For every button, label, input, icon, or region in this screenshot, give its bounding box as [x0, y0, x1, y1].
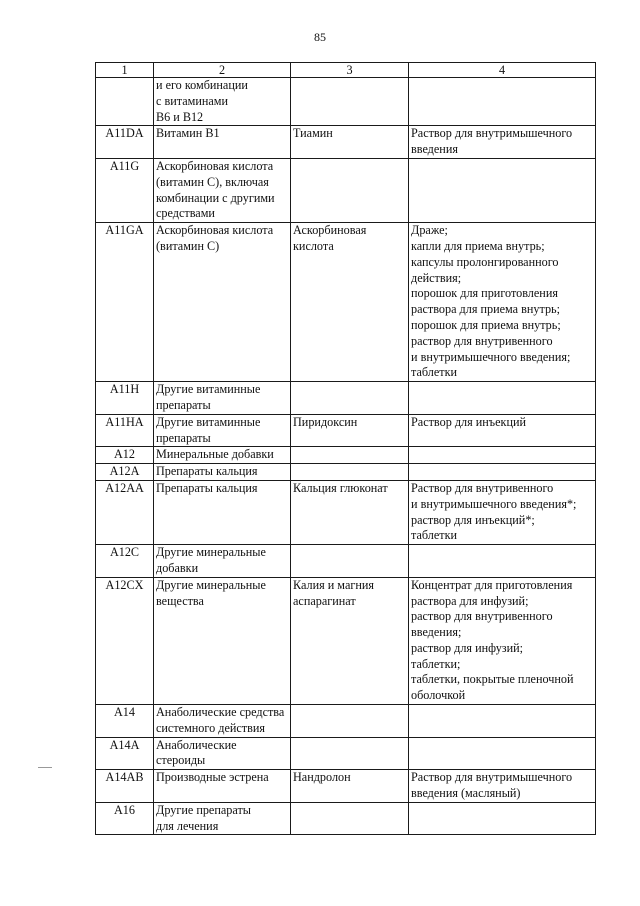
cell-group-name: Препараты кальция [154, 464, 291, 481]
cell-group-name: Другие минеральные добавки [154, 545, 291, 578]
cell-substance: Кальция глюконат [291, 480, 409, 544]
cell-dosage-forms [409, 737, 596, 770]
margin-mark [38, 767, 52, 768]
cell-dosage-forms [409, 464, 596, 481]
cell-dosage-forms [409, 802, 596, 835]
cell-dosage-forms: Раствор для внутривенного и внутримышечного введения*; раствор для инъекций*; таблетки [409, 480, 596, 544]
table-row [96, 770, 596, 803]
table-row [96, 737, 596, 770]
cell-substance [291, 382, 409, 415]
cell-atc-code: A14A [96, 737, 154, 770]
cell-dosage-forms: Раствор для инъекций [409, 414, 596, 447]
cell-group-name: Другие препараты для лечения [154, 802, 291, 835]
cell-atc-code: A11DA [96, 126, 154, 159]
cell-dosage-forms: Драже; капли для приема внутрь; капсулы пролонгированного действия; порошок для приготовления раствора для приема внутрь; порошок для приема внутрь; раствор для внутривенного и внутримышечного введения; таблетки [409, 223, 596, 382]
cell-group-name: Аскорбиновая кислота (витамин С), включая комбинации с другими средствами [154, 158, 291, 222]
cell-group-name: и его комбинации с витаминами В6 и В12 [154, 78, 291, 126]
cell-group-name: Препараты кальция [154, 480, 291, 544]
cell-atc-code: A12AA [96, 480, 154, 544]
table-row [96, 464, 596, 481]
cell-group-name: Анаболические стероиды [154, 737, 291, 770]
cell-group-name: Анаболические средства системного действия [154, 705, 291, 738]
cell-atc-code: A11HA [96, 414, 154, 447]
table-row [96, 414, 596, 447]
cell-substance: Пиридоксин [291, 414, 409, 447]
cell-substance [291, 158, 409, 222]
cell-substance [291, 545, 409, 578]
cell-atc-code: A12A [96, 464, 154, 481]
cell-group-name: Другие минеральные вещества [154, 577, 291, 704]
cell-group-name: Производные эстрена [154, 770, 291, 803]
table-row [96, 447, 596, 464]
cell-atc-code: A12C [96, 545, 154, 578]
table-row [96, 78, 596, 126]
cell-substance: Калия и магния аспарагинат [291, 577, 409, 704]
cell-dosage-forms [409, 705, 596, 738]
cell-atc-code: A14AB [96, 770, 154, 803]
cell-dosage-forms [409, 158, 596, 222]
cell-substance: Тиамин [291, 126, 409, 159]
header-cell-name: 2 [154, 63, 291, 78]
cell-atc-code: A12CX [96, 577, 154, 704]
cell-group-name: Витамин В1 [154, 126, 291, 159]
cell-substance [291, 737, 409, 770]
table-row [96, 158, 596, 222]
header-cell-substance: 3 [291, 63, 409, 78]
table-row [96, 126, 596, 159]
table-row [96, 480, 596, 544]
cell-group-name: Аскорбиновая кислота (витамин С) [154, 223, 291, 382]
cell-substance: Аскорбиновая кислота [291, 223, 409, 382]
cell-substance: Нандролон [291, 770, 409, 803]
cell-atc-code: A16 [96, 802, 154, 835]
table-row [96, 223, 596, 382]
cell-group-name: Другие витаминные препараты [154, 382, 291, 415]
cell-substance [291, 464, 409, 481]
cell-atc-code: A12 [96, 447, 154, 464]
table-header-row [96, 63, 596, 78]
cell-dosage-forms [409, 447, 596, 464]
cell-dosage-forms: Концентрат для приготовления раствора для инфузий; раствор для внутривенного введения; раствор для инфузий; таблетки; таблетки, покрытые пленочной оболочкой [409, 577, 596, 704]
cell-atc-code: A11G [96, 158, 154, 222]
table-row [96, 382, 596, 415]
table-row [96, 545, 596, 578]
header-cell-forms: 4 [409, 63, 596, 78]
table-row [96, 577, 596, 704]
drug-table [95, 62, 596, 835]
cell-atc-code [96, 78, 154, 126]
cell-atc-code: A11H [96, 382, 154, 415]
cell-dosage-forms [409, 382, 596, 415]
cell-substance [291, 447, 409, 464]
cell-substance [291, 705, 409, 738]
cell-atc-code: A11GA [96, 223, 154, 382]
cell-group-name: Другие витаминные препараты [154, 414, 291, 447]
cell-dosage-forms: Раствор для внутримышечного введения (масляный) [409, 770, 596, 803]
table-row [96, 802, 596, 835]
cell-atc-code: A14 [96, 705, 154, 738]
cell-dosage-forms [409, 78, 596, 126]
cell-dosage-forms: Раствор для внутримышечного введения [409, 126, 596, 159]
header-cell-code: 1 [96, 63, 154, 78]
cell-group-name: Минеральные добавки [154, 447, 291, 464]
page-number: 85 [314, 30, 326, 44]
cell-dosage-forms [409, 545, 596, 578]
table-row [96, 705, 596, 738]
cell-substance [291, 802, 409, 835]
cell-substance [291, 78, 409, 126]
